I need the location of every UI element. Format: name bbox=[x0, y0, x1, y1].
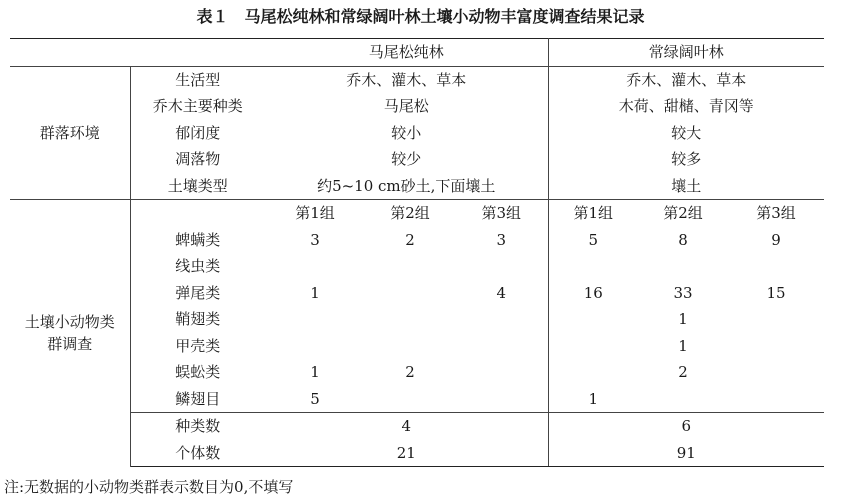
row-label: 种类数 bbox=[130, 413, 265, 440]
animal-row bbox=[10, 227, 824, 254]
animal-row bbox=[10, 386, 824, 413]
masson-total: 4 bbox=[265, 413, 548, 440]
count-cell: 1 bbox=[310, 363, 320, 382]
group-header: 第1组 bbox=[295, 204, 335, 223]
count-cell: 4 bbox=[455, 280, 548, 307]
row-label: 蜱螨类 bbox=[175, 230, 221, 249]
evergreen-cell: 较多 bbox=[671, 150, 702, 169]
count-cell bbox=[728, 359, 824, 386]
group-header: 第2组 bbox=[663, 204, 703, 223]
count-cell: 1 bbox=[678, 336, 688, 355]
header-row bbox=[10, 39, 824, 67]
row-label: 蜈蚣类 bbox=[175, 363, 221, 382]
count-cell bbox=[548, 333, 638, 360]
count-cell: 3 bbox=[310, 230, 320, 249]
header-evergreen: 常绿阔叶林 bbox=[648, 43, 724, 62]
masson-cell: 马尾松 bbox=[265, 93, 548, 120]
evergreen-cell: 乔木、灌木、草本 bbox=[626, 70, 747, 89]
env-row bbox=[10, 66, 824, 93]
row-label-blank bbox=[130, 200, 265, 227]
count-cell bbox=[728, 333, 824, 360]
masson-cell: 较少 bbox=[265, 146, 548, 173]
group-header: 第2组 bbox=[390, 204, 430, 223]
animal-row bbox=[10, 333, 824, 360]
table-title: 表１ 马尾松纯林和常绿阔叶林土壤小动物丰富度调查结果记录 bbox=[196, 7, 645, 26]
count-cell: 2 bbox=[405, 363, 415, 382]
group-header-row bbox=[10, 200, 824, 227]
row-label: 鳞翅目 bbox=[175, 389, 221, 408]
count-cell: 8 bbox=[678, 230, 688, 249]
group-header: 第3组 bbox=[455, 200, 548, 227]
evergreen-cell: 较大 bbox=[671, 123, 702, 142]
count-cell: 1 bbox=[588, 389, 599, 408]
row-label: 凋落物 bbox=[175, 150, 221, 169]
count-cell bbox=[365, 386, 455, 413]
group-header: 第1组 bbox=[573, 204, 614, 223]
row-label: 个体数 bbox=[130, 440, 265, 467]
env-row bbox=[10, 146, 824, 173]
count-cell: 3 bbox=[455, 227, 548, 254]
row-label: 鞘翅类 bbox=[175, 310, 221, 329]
animal-row bbox=[10, 306, 824, 333]
count-cell: 16 bbox=[583, 283, 603, 302]
count-cell bbox=[265, 253, 365, 280]
count-cell bbox=[455, 306, 548, 333]
summary-row bbox=[10, 440, 824, 467]
count-cell bbox=[455, 333, 548, 360]
count-cell bbox=[365, 253, 455, 280]
evergreen-cell: 木荷、甜槠、青冈等 bbox=[618, 97, 754, 116]
animal-row bbox=[10, 280, 824, 307]
count-cell bbox=[728, 253, 824, 280]
count-cell bbox=[455, 386, 548, 413]
count-cell: 2 bbox=[405, 230, 415, 249]
env-row bbox=[10, 93, 824, 120]
summary-row bbox=[10, 413, 824, 440]
group-header: 第3组 bbox=[756, 204, 796, 223]
count-cell bbox=[728, 306, 824, 333]
count-cell bbox=[548, 359, 638, 386]
count-cell: 1 bbox=[310, 283, 320, 302]
row-label: 郁闭度 bbox=[175, 123, 221, 142]
count-cell: 2 bbox=[678, 363, 688, 382]
masson-cell: 约5~10 cm砂土,下面壤土 bbox=[265, 173, 548, 200]
count-cell bbox=[728, 386, 824, 413]
env-row bbox=[10, 120, 824, 147]
count-cell bbox=[455, 359, 548, 386]
row-label: 乔木主要种类 bbox=[152, 97, 243, 116]
masson-cell: 乔木、灌木、草本 bbox=[265, 66, 548, 93]
count-cell bbox=[365, 280, 455, 307]
count-cell: 1 bbox=[678, 310, 688, 329]
animal-row bbox=[10, 253, 824, 280]
evergreen-total: 6 bbox=[548, 413, 824, 440]
count-cell bbox=[265, 306, 365, 333]
count-cell bbox=[638, 253, 728, 280]
count-cell bbox=[365, 306, 455, 333]
count-cell bbox=[455, 253, 548, 280]
env-row bbox=[10, 173, 824, 200]
count-cell: 33 bbox=[673, 283, 693, 302]
masson-cell: 较小 bbox=[265, 120, 548, 147]
count-cell: 5 bbox=[588, 230, 599, 249]
count-cell: 15 bbox=[766, 283, 786, 302]
row-label: 土壤类型 bbox=[167, 176, 228, 195]
count-cell bbox=[548, 253, 638, 280]
survey-table bbox=[10, 38, 824, 467]
count-cell: 5 bbox=[310, 389, 320, 408]
section-label-env: 群落环境 bbox=[10, 66, 130, 200]
header-masson: 马尾松纯林 bbox=[265, 39, 548, 67]
evergreen-cell: 壤土 bbox=[671, 176, 702, 195]
count-cell bbox=[365, 333, 455, 360]
row-label: 弹尾类 bbox=[175, 283, 221, 302]
animal-row bbox=[10, 359, 824, 386]
count-cell bbox=[265, 333, 365, 360]
evergreen-total: 91 bbox=[548, 440, 824, 467]
row-label: 甲壳类 bbox=[175, 336, 221, 355]
count-cell: 9 bbox=[771, 230, 781, 249]
table-note: 注:无数据的小动物类群表示数目为0,不填写 bbox=[4, 478, 294, 496]
count-cell bbox=[548, 306, 638, 333]
masson-total: 21 bbox=[265, 440, 548, 467]
section-label-soil: 土壤小动物类 群调查 bbox=[10, 200, 130, 467]
header-blank bbox=[10, 39, 265, 67]
row-label: 线虫类 bbox=[175, 257, 221, 276]
row-label: 生活型 bbox=[175, 70, 221, 89]
count-cell bbox=[638, 386, 728, 413]
